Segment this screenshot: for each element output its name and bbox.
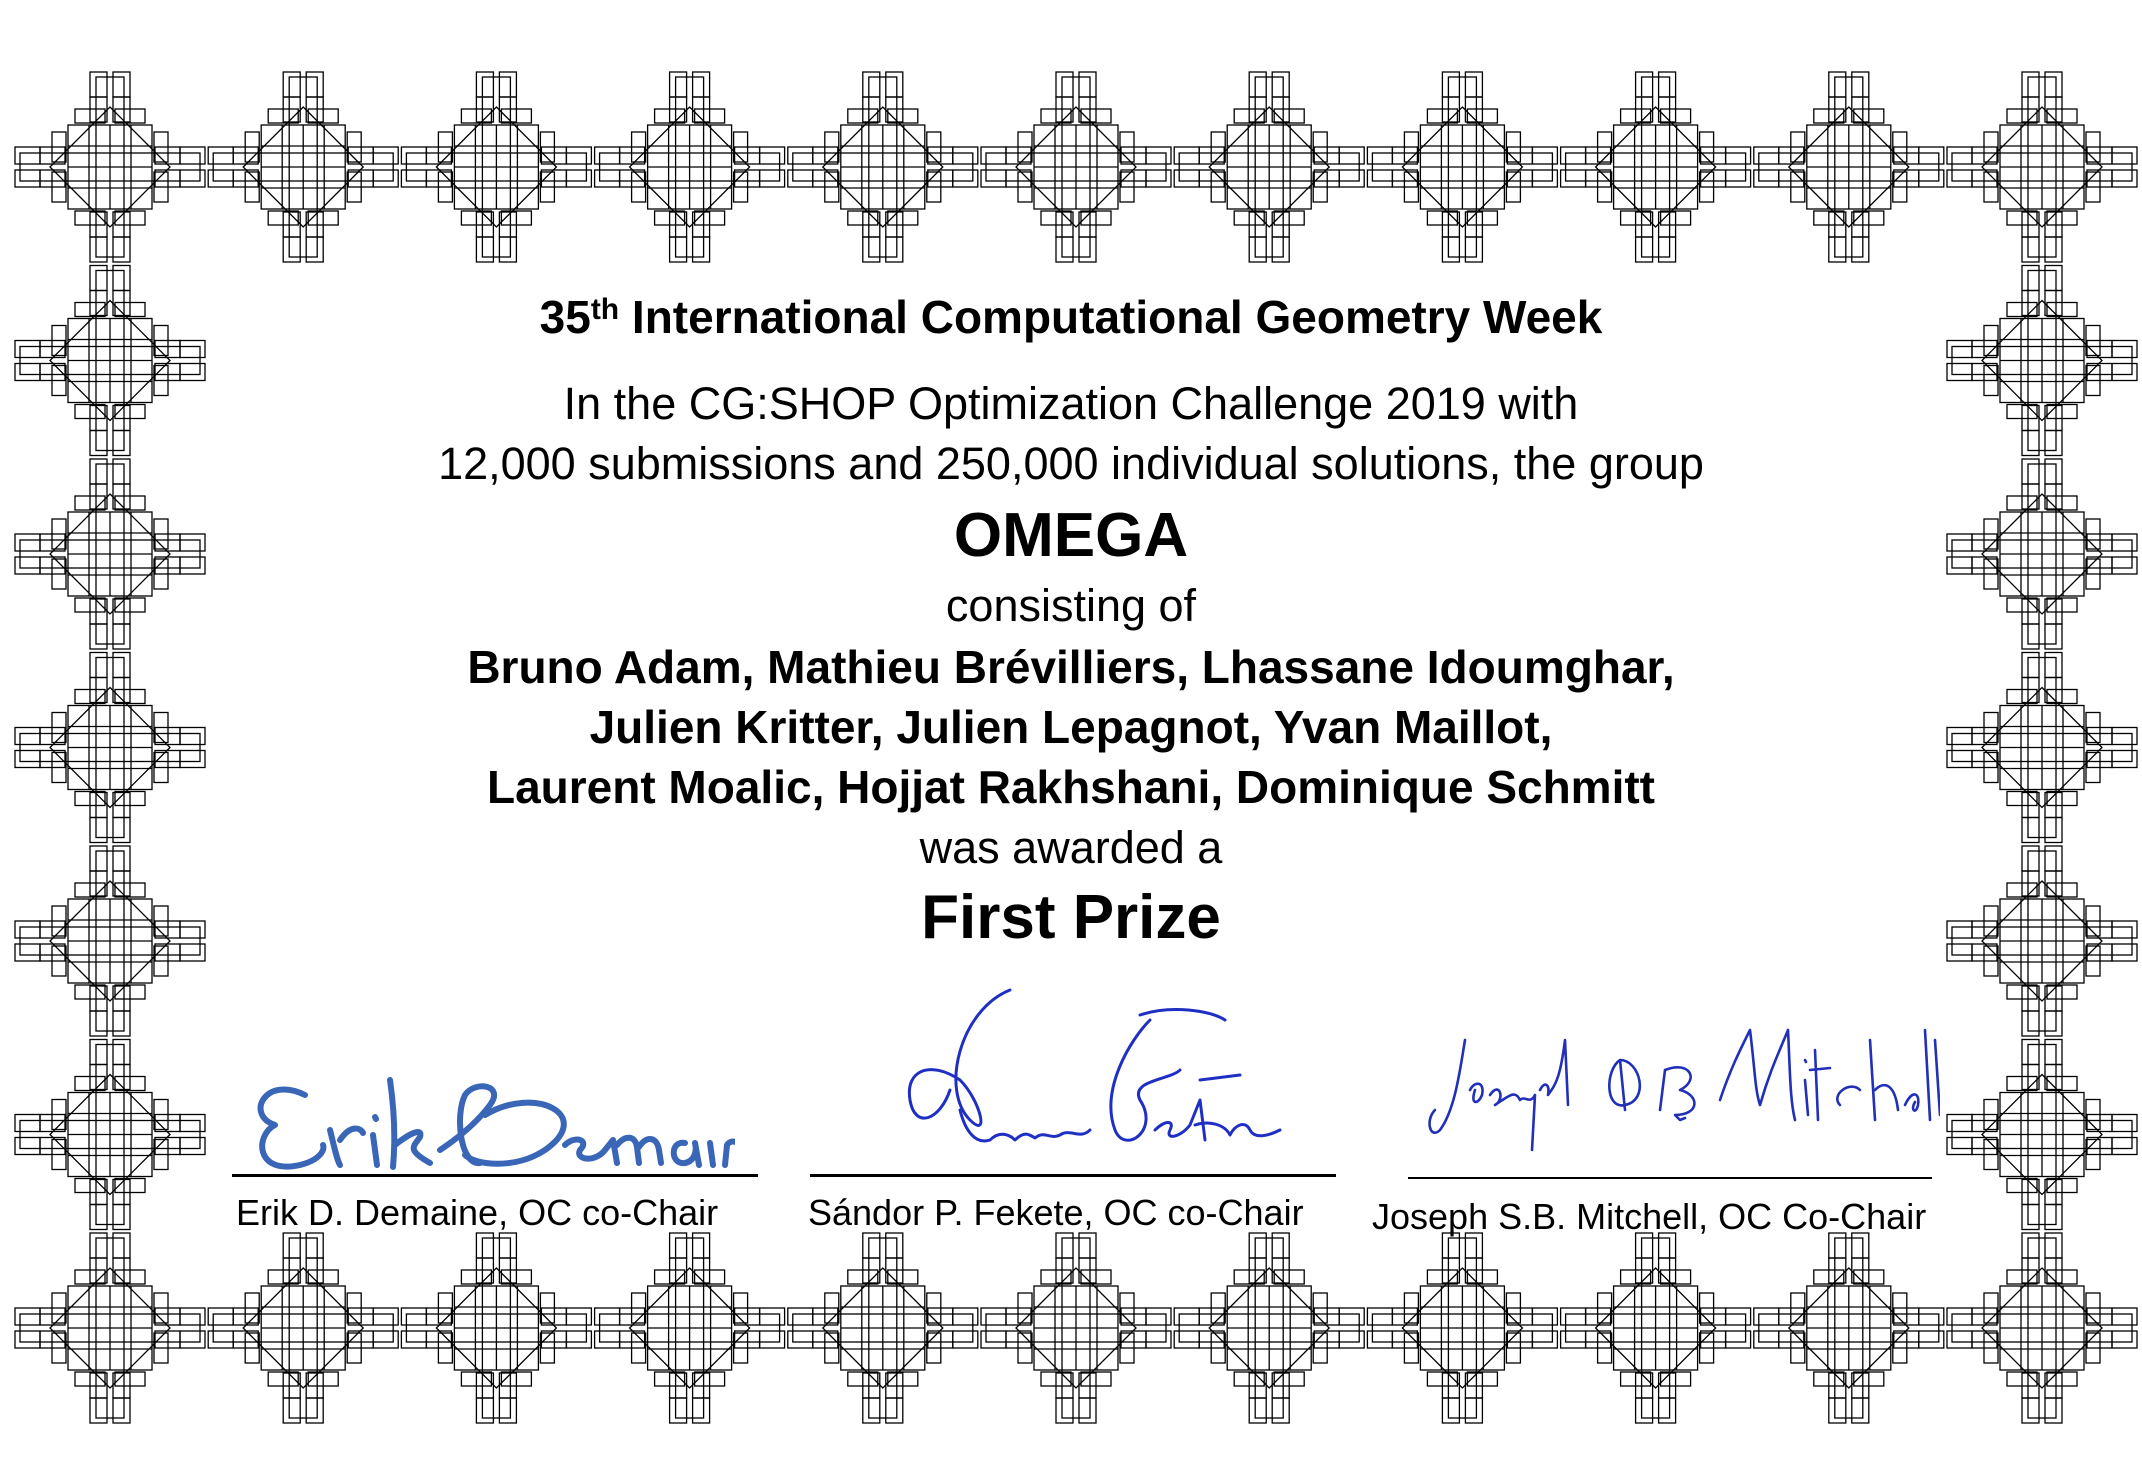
members-line-2: Julien Kritter, Julien Lepagnot, Yvan Maillot, bbox=[589, 701, 1553, 753]
signature-demaine bbox=[245, 1055, 735, 1185]
members-line-3: Laurent Moalic, Hojjat Rakhshani, Dominique Schmitt bbox=[486, 761, 1656, 813]
group-name: OMEGA bbox=[953, 501, 1189, 570]
border-ornament bbox=[1561, 1233, 1751, 1423]
signature-caption-3: Joseph S.B. Mitchell, OC Co-Chair bbox=[1372, 1196, 1927, 1237]
border-ornament bbox=[401, 72, 591, 262]
border-ornament bbox=[208, 72, 398, 262]
border-ornament bbox=[1174, 72, 1364, 262]
border-ornament bbox=[1367, 72, 1557, 262]
border-ornament bbox=[981, 72, 1171, 262]
border-ornament bbox=[1174, 1233, 1364, 1423]
signature-line-2 bbox=[810, 1174, 1336, 1177]
signature-mitchell bbox=[1420, 1010, 1940, 1170]
consisting-of-text: consisting of bbox=[945, 580, 1197, 631]
prize-title: First Prize bbox=[921, 883, 1221, 952]
border-ornament bbox=[1754, 1233, 1944, 1423]
intro-line-1: In the CG:SHOP Optimization Challenge 2019 with bbox=[563, 378, 1579, 429]
signature-fekete bbox=[900, 980, 1300, 1170]
members-line-1: Bruno Adam, Mathieu Brévilliers, Lhassane Idoumghar, bbox=[467, 641, 1675, 693]
border-ornament bbox=[1754, 72, 1944, 262]
border-ornament bbox=[15, 1040, 205, 1230]
border-ornament bbox=[1947, 1233, 2137, 1423]
signature-caption-2: Sándor P. Fekete, OC co-Chair bbox=[808, 1192, 1304, 1233]
border-ornament bbox=[1947, 72, 2137, 262]
border-ornament bbox=[15, 72, 205, 262]
event-heading: 35th International Computational Geometry Week bbox=[539, 291, 1603, 343]
border-ornament bbox=[401, 1233, 591, 1423]
border-ornament bbox=[788, 1233, 978, 1423]
signature-line-1 bbox=[232, 1174, 758, 1177]
awarded-text: was awarded a bbox=[919, 822, 1223, 873]
border-ornament bbox=[595, 72, 785, 262]
intro-line-2: 12,000 submissions and 250,000 individual solutions, the group bbox=[438, 438, 1704, 489]
border-ornament bbox=[1561, 72, 1751, 262]
border-ornament bbox=[595, 1233, 785, 1423]
border-ornament bbox=[15, 1233, 205, 1423]
border-ornament bbox=[981, 1233, 1171, 1423]
border-ornament bbox=[788, 72, 978, 262]
signature-caption-1: Erik D. Demaine, OC co-Chair bbox=[236, 1192, 719, 1233]
signature-line-3 bbox=[1408, 1177, 1932, 1179]
border-ornament bbox=[1367, 1233, 1557, 1423]
border-ornament bbox=[208, 1233, 398, 1423]
border-ornament bbox=[1947, 1040, 2137, 1230]
